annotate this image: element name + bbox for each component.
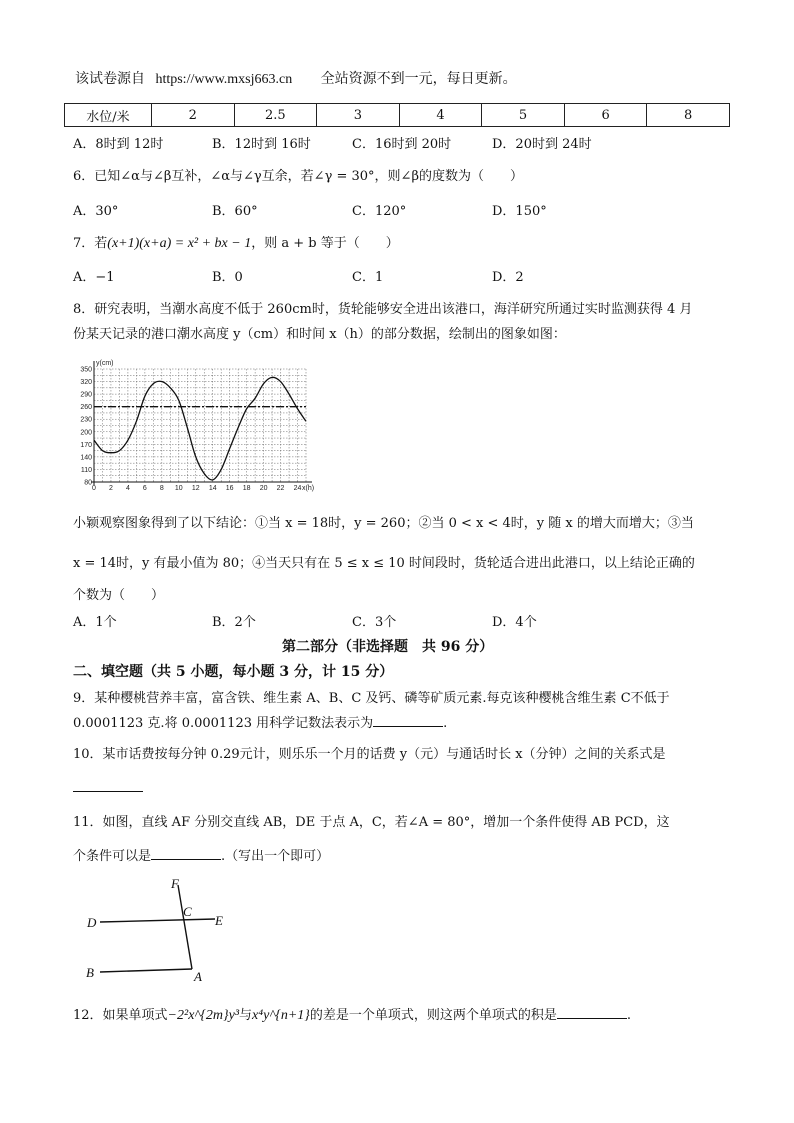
q5-option-a: A．8时到 12时 [73,137,164,152]
x-tick-label: 14 [208,485,217,492]
q9-line-1: 9．某种樱桃营养丰富，富含铁、维生素 A、B、C 及钙、磷等矿质元素.每克该种樱桃含维生素 C不低于 [73,691,670,706]
q12-suffix: 的差是一个单项式，则这两个单项式的积是 [309,1008,557,1023]
line-ba [100,969,192,972]
y-tick-label: 110 [80,466,92,474]
x-tick-label: 20 [259,485,268,492]
q11-end: .（写出一个即可） [221,849,330,864]
label-e: E [215,913,223,928]
y-tick-label: 170 [80,441,92,449]
header-prefix: 该试卷源自 [75,71,145,87]
label-d: D [87,915,97,930]
y-tick-label: 140 [80,454,92,462]
y-tick-label: 350 [80,366,92,374]
q12-end: . [626,1008,632,1023]
y-axis-label: y(cm) [96,360,114,367]
q12-prefix: 12．如果单项式 [73,1008,168,1023]
y-tick-label: 290 [80,391,92,399]
q12-mid: 与 [239,1008,253,1023]
table-cell: 3 [317,104,400,127]
q12-monomial-2: x⁴y^{n+1} [252,1008,310,1023]
source-header [75,68,517,88]
y-tick-label: 320 [80,379,92,387]
x-tick-label: 12 [191,485,200,492]
q7-option-a: A．−1 [73,270,115,285]
q9-end: . [443,716,448,731]
x-tick-label: 10 [174,485,183,492]
q7-text [73,232,399,252]
y-tick-label: 230 [80,416,92,424]
q7-suffix: ，则 a + b 等于（ ） [251,236,399,251]
q8-option-c: C．3个 [352,615,397,630]
table-label-cell: 水位/米 [65,104,152,127]
x-axis-label: x(h) [302,485,315,492]
q5-option-c: C．16时到 20时 [352,137,452,152]
q8-option-a: A．1个 [73,615,117,630]
line-de [100,919,215,922]
q10-line-1: 10．某市话费按每分钟 0.29元计，则乐乐一个月的话费 y（元）与通话时长 x（分钟）之间的关系式是 [73,747,666,762]
x-tick-label: 0 [92,485,96,492]
line-af [178,885,192,969]
x-tick-label: 8 [159,485,164,492]
q12-text [73,1004,631,1024]
section2-title: 二、填空题（共 5 小题，每小题 3 分，计 15 分） [73,664,394,680]
table-cell: 6 [564,104,647,127]
q12-answer-blank[interactable] [557,1006,627,1019]
x-tick-label: 16 [225,485,234,492]
header-slogan: 全站资源不到一元，每日更新。 [320,71,517,87]
q5-option-d: D．20时到 24时 [492,137,592,152]
table-cell: 4 [399,104,482,127]
q10-answer-blank[interactable] [73,779,143,792]
q7-option-b: B．0 [212,270,243,285]
header-url[interactable]: https://www.mxsj663.cn [155,72,293,87]
q8-line-2: 份某天记录的港口潮水高度 y（cm）和时间 x（h）的部分数据，绘制出的图象如图： [73,327,566,342]
q12-monomial-1: −2²x^{2m}y³ [167,1008,240,1023]
q6-option-a: A．30° [73,204,119,219]
water-level-table [64,103,730,127]
table-cell: 5 [482,104,565,127]
q6-text: 6．已知∠α与∠β互补，∠α与∠γ互余，若∠γ = 30°，则∠β的度数为（ ） [73,169,523,184]
y-tick-label: 80 [84,479,92,487]
q7-prefix: 7．若 [73,236,108,251]
x-tick-label: 4 [125,485,130,492]
q7-expression: (x+1)(x+a) = x² + bx − 1 [107,236,252,251]
y-tick-label: 200 [80,429,92,437]
table-row [65,104,730,127]
q8-line-5: 个数为（ ） [73,588,165,603]
q11-line-1: 11．如图，直线 AF 分别交直线 AB，DE 于点 A，C，若∠A = 80°，增加一个条件使得 AB PCD，这 [73,815,670,830]
q11-figure [80,873,250,988]
x-tick-label: 6 [142,485,147,492]
q7-option-d: D．2 [492,270,524,285]
q11-line-2 [73,845,329,864]
tide-chart [70,355,315,497]
q11-text: 个条件可以是 [73,849,152,864]
q6-option-c: C．120° [352,204,407,219]
x-tick-label: 2 [109,485,113,492]
part2-title: 第二部分（非选择题 共 96 分） [282,639,494,655]
q9-text: 0.0001123 克.将 0.0001123 用科学记数法表示为 [73,716,374,731]
label-a: A [194,969,202,984]
q6-option-d: D．150° [492,204,547,219]
q11-answer-blank[interactable] [151,847,221,860]
q5-option-b: B．12时到 16时 [212,137,311,152]
table-cell: 8 [647,104,730,127]
label-c: C [183,904,192,919]
q8-line-3: 小颖观察图象得到了以下结论：①当 x = 18时，y = 260；②当 0 < x < 4时，y 随 x 的增大而增大；③当 [73,516,694,531]
q8-line-1: 8．研究表明，当潮水高度不低于 260cm时，货轮能够安全进出该港口，海洋研究所通过实时监测获得 4 月 [73,302,693,317]
label-f: F [171,876,179,891]
q8-line-4: x = 14时，y 有最小值为 80；④当天只有在 5 ≤ x ≤ 10 时间段时，货轮适合进出此港口，以上结论正确的 [73,556,695,571]
q8-option-b: B．2个 [212,615,256,630]
x-tick-label: 18 [242,485,251,492]
table-cell: 2.5 [234,104,317,127]
x-tick-label: 22 [276,485,285,492]
q9-line-2 [73,712,447,731]
q9-answer-blank[interactable] [373,714,443,727]
label-b: B [86,965,94,980]
tide-curve [94,377,306,480]
y-tick-label: 260 [80,404,92,412]
q8-option-d: D．4个 [492,615,537,630]
q7-option-c: C．1 [352,270,384,285]
table-cell: 2 [152,104,235,127]
x-tick-label: 24 [293,485,302,492]
q6-option-b: B．60° [212,204,258,219]
